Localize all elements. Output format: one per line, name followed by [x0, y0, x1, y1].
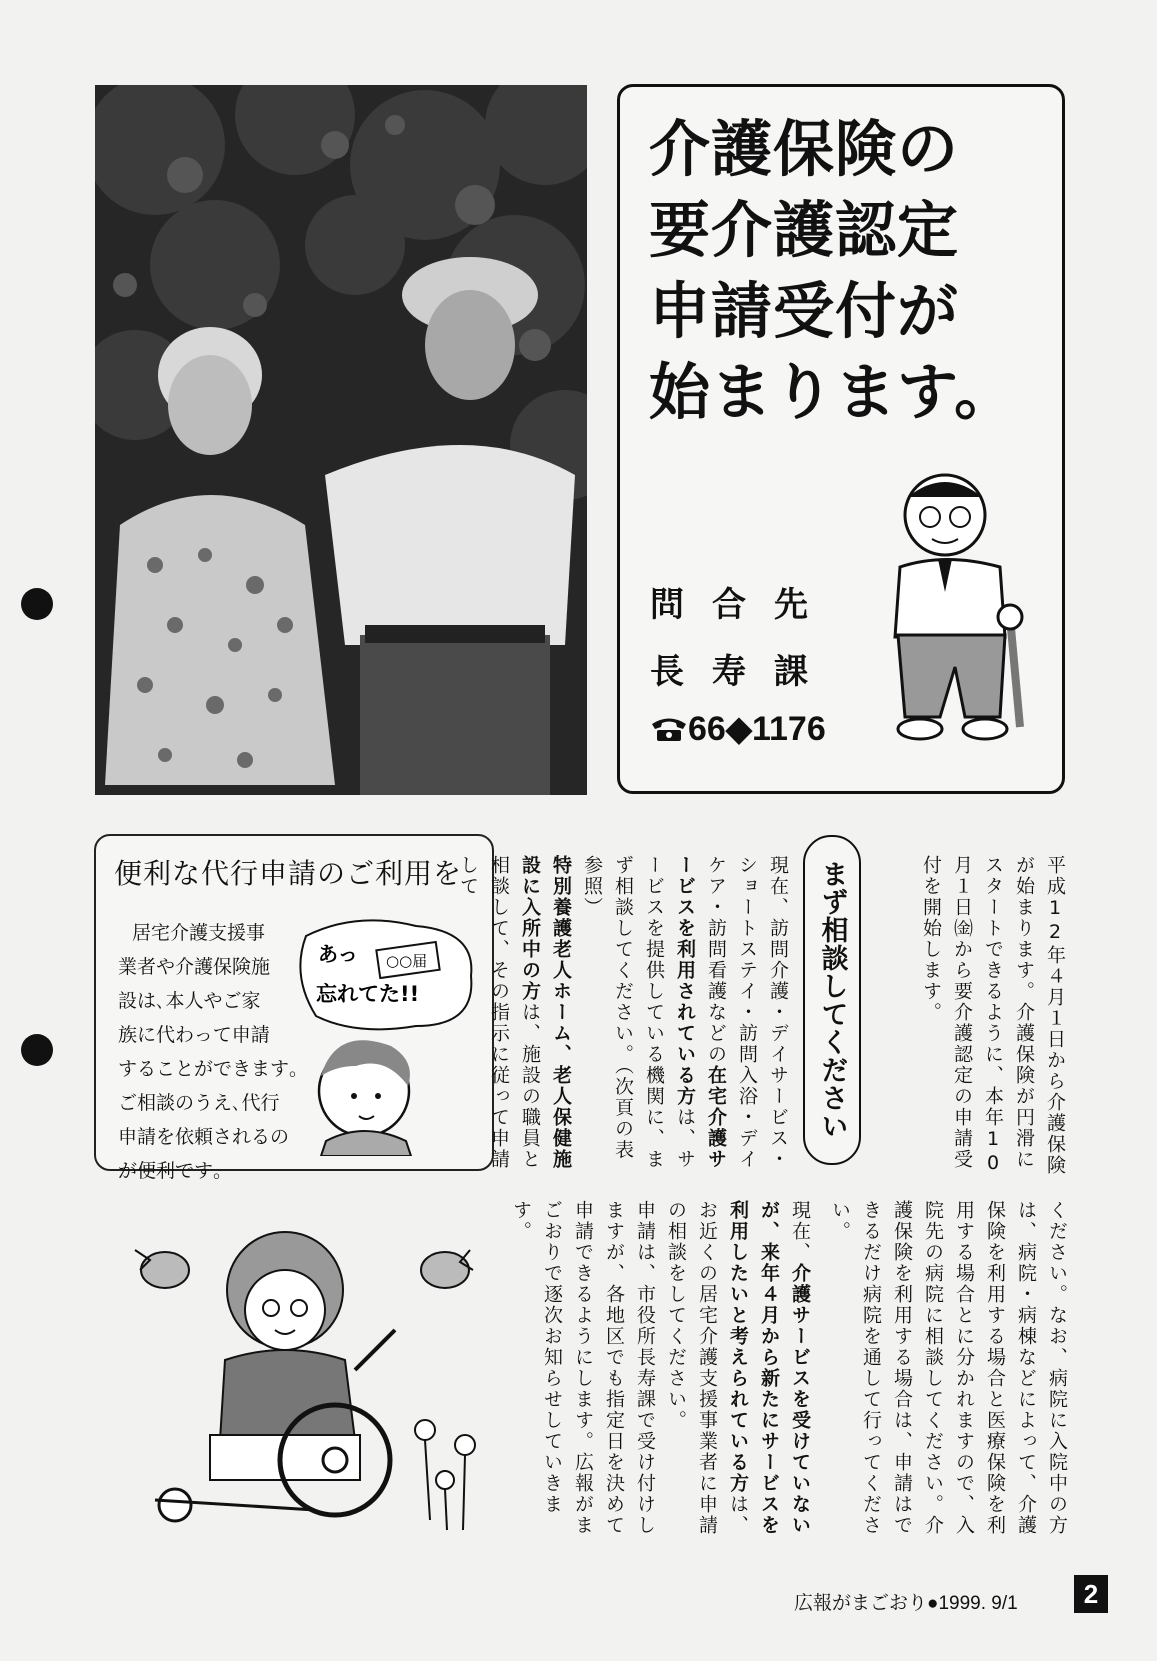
newuser-text-a: 現在、	[789, 1200, 811, 1263]
wheelchair-woman-illustration	[125, 1230, 495, 1540]
headline-line: 介護保険の	[649, 114, 960, 185]
consult-text-facility: 特別養護老人ホーム、老人保健施設に入所中の方	[519, 855, 572, 1170]
contact-phone	[650, 709, 826, 749]
phone-number: 66◆1176	[688, 710, 826, 748]
newuser-text-c: は、お近くの居宅介護支援事業者に申請の相談をしてください。	[665, 1200, 749, 1536]
bubble-card-text: ○○届	[386, 952, 428, 970]
headline-line: 要介護認定	[649, 195, 960, 266]
hospital-text: ください。なお、病院に入院中の方は、病院・病棟などによって、介護保険を利用する場合と医療保険を利用する場合とに分かれますので、入院先の病院に相談してください。介護保険を利用する場合は、申請はできるだけ病院を通して行ってください。	[829, 1200, 1068, 1536]
consult-text-emphasis: 在宅介護サービスを利用されている方	[674, 855, 727, 1170]
newuser-text-apply: 申請は、市役所長寿課で受け付けしますが、各地区でも指定日を決めて申請できるようにします。広報がまごおりで逐次お知らせしていきます。	[510, 1200, 656, 1536]
couple-photo	[95, 85, 587, 795]
bubble-exclaim-a: あっ	[318, 942, 358, 966]
consult-text-a: 現在、訪問介護・デイサービス・ショートステイ・訪問入浴・デイケア・訪問看護などの	[705, 855, 789, 1170]
headline-line: 申請受付が	[649, 276, 960, 347]
headline-line: 始まります。	[649, 357, 1017, 428]
footer-publication: 広報がまごおり●1999. 9/1	[794, 1593, 1018, 1614]
proxy-line: 族に代わって申請	[118, 1024, 270, 1046]
contact-label: 問合先	[650, 585, 836, 625]
proxy-line: 居宅介護支援事	[132, 922, 266, 944]
contact-dept: 長寿課	[650, 652, 836, 692]
forgot-woman-illustration	[296, 916, 486, 1156]
bird-icon	[135, 1250, 189, 1288]
consult-text	[457, 855, 793, 1175]
proxy-line: することができます｡	[118, 1058, 299, 1080]
proxy-line: 業者や介護保険施	[118, 956, 271, 978]
bubble-exclaim-b: 忘れてた!!	[316, 982, 420, 1006]
title-box	[617, 84, 1065, 794]
proxy-title: 便利な代行申請のご利用を	[114, 857, 463, 890]
punch-hole	[21, 588, 53, 620]
consult-text-facility-rest: は、施設の職員と相談して、その指示に従って申請して	[457, 855, 541, 1170]
telephone-icon	[650, 715, 688, 743]
bird-icon	[421, 1250, 473, 1288]
proxy-box	[94, 834, 494, 1182]
intro-text: 平成12年４月１日から介護保険が始まります。介護保険が円滑にスタートできるように、本年10月１日㈮から要介護認定の申請受付を開始します。	[920, 855, 1066, 1176]
punch-hole	[21, 1034, 53, 1066]
headline	[649, 109, 1049, 433]
flower-icon	[415, 1420, 475, 1530]
consult-heading-badge	[803, 835, 861, 1165]
newuser-text-emphasis: 介護サービスを受けていないが、来年４月から新たにサービスを利用したいと考えられている方	[727, 1200, 811, 1536]
page-number: 2	[1074, 1575, 1108, 1613]
proxy-line: 申請を依頼されるの	[118, 1126, 290, 1148]
proxy-line: ご相談のうえ､代行	[118, 1092, 280, 1114]
newuser-text	[510, 1200, 815, 1550]
proxy-line: が便利です｡	[118, 1160, 223, 1182]
old-man-illustration	[870, 467, 1050, 767]
consult-text-c: は、サービスを提供している機関に、まず相談してください。（次頁の表参照）	[581, 855, 696, 1170]
proxy-line: 設は､本人やご家	[118, 990, 261, 1012]
consult-heading: まず相談してください	[816, 860, 848, 1140]
